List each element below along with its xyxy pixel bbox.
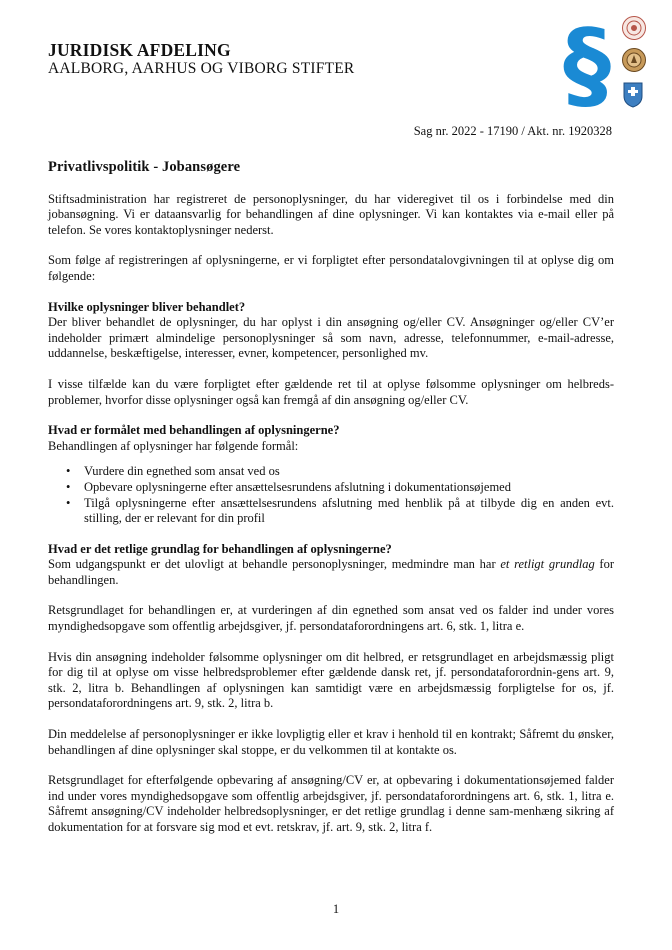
diocese-seal-icon (622, 48, 646, 72)
page-number: 1 (332, 902, 340, 916)
text-run: for behandlingen. (48, 557, 615, 587)
document-title: Privatlivspolitik - Jobansøgere (48, 159, 241, 175)
org-subtitle: AALBORG, AARHUS OG VIBORG STIFTER (48, 60, 355, 77)
section-paragraph: Der bliver behandlet de oplysninger, du har oplyst i din ansøgning og/eller CV. Ansøgninger og/eller CV’er indeholder primært almindelige personoplysninger så som navn, adresse, telefonnummer, e-mail-adresse, uddannelse, beskæftigelse, interesser, evner, kompetencer, personlighed mv. (48, 315, 614, 361)
org-title: JURIDISK AFDELING (48, 40, 231, 60)
text-run: Som udgangspunkt er det ulovligt at behandle personoplysninger, medmindre man har (48, 557, 501, 572)
section-heading: Hvad er det retlige grundlag for behandlingen af oplysningerne? (48, 541, 392, 556)
list-item: • Tilgå oplysningerne efter ansættelsesrundens afslutning med henblik på at tilbyde dig en anden evt. stilling, der er relevant for din profil (84, 496, 614, 527)
emphasis-text: et retligt grundlag (500, 557, 595, 572)
section-sign-glyph: § (563, 14, 611, 110)
section-paragraph: Behandlingen af oplysninger har følgende formål: (48, 438, 299, 453)
section-paragraph: Retsgrundlaget for efterfølgende opbevaring af ansøgning/CV er, at opbevaring i dokumentationsøjemed falder ind under vores myndighedsopgave som offentlig arbejdsgiver, jf. persondataforordningens art. 6, stk. 1, litra e. Såfremt ansøgning/CV indeholder helbredsoplysninger, er det retlige grundlag i denne sam-menhæng sikring af dokumentation for at forsvare sig mod et evt. retskrav, jf. art. 9, stk. 2, litra f. (48, 773, 614, 834)
section-heading: Hvilke oplysninger bliver behandlet? (48, 299, 246, 314)
diocese-seal-icon (622, 16, 646, 40)
section-paragraph: Hvis din ansøgning indeholder følsomme oplysninger om dit helbred, er retsgrundlaget en arbejdsmæssig pligt for dig til at oplyse om visse helbredsproblemer efter gældende dansk ret, jf. persondataforordnin-gens art. 9, stk. 2, litra b. Behandlingen af oplysningen kan samtidigt være en arbejdsmæssig forpligtelse for os, jf. persondataforordningens art. 9, stk. 2, litra b. (48, 649, 614, 711)
document-body (48, 160, 614, 851)
intro-paragraph: Som følge af registreringen af oplysningerne, er vi forpligtet efter persondatalovgivningen til at oplyse dig om følgende: (48, 253, 614, 283)
case-number: Sag nr. 2022 - 17190 / Akt. nr. 1920328 (413, 124, 612, 138)
section-paragraph: Din meddelelse af personoplysninger er ikke lovpligtig eller et krav i henhold til en kontrakt; Såfremt du ønsker, behandlingen af dine oplysninger skal stoppe, er du velkommen til at kontakte os. (48, 727, 614, 757)
section-paragraph: Retsgrundlaget for behandlingen er, at vurderingen af din egnethed som ansat ved os falder ind under vores myndighedsopgave som offentlig arbejdsgiver, jf. persondataforordningens art. 6, stk. 1, litra e. (48, 603, 614, 634)
list-item: • Vurdere din egnethed som ansat ved os (84, 464, 614, 480)
section-paragraph (48, 557, 614, 588)
section-sign-logo (556, 14, 618, 110)
section-paragraph: I visse tilfælde kan du være forpligtet efter gældende ret til at oplyse følsomme oplysninger om helbreds-problemer, hvorfor disse oplysninger også kan fremgå af din ansøgning og/eller CV. (48, 376, 614, 407)
diocese-crest-icon (623, 82, 643, 108)
list-item: • Opbevare oplysningerne efter ansættelsesrundens afslutning i dokumentationsøjemed (84, 480, 614, 496)
section-heading: Hvad er formålet med behandlingen af oplysningerne? (48, 423, 340, 438)
purpose-list (48, 464, 614, 526)
intro-paragraph: Stiftsadministration har registreret de personoplysninger, du har videregivet til os i forbindelse med din jobansøgning. Vi er dataansvarlig for behandlingen af dine oplysninger. Vi kan kontaktes via e-mail eller på telefon. Se vores kontaktoplysninger nederst. (48, 191, 614, 237)
